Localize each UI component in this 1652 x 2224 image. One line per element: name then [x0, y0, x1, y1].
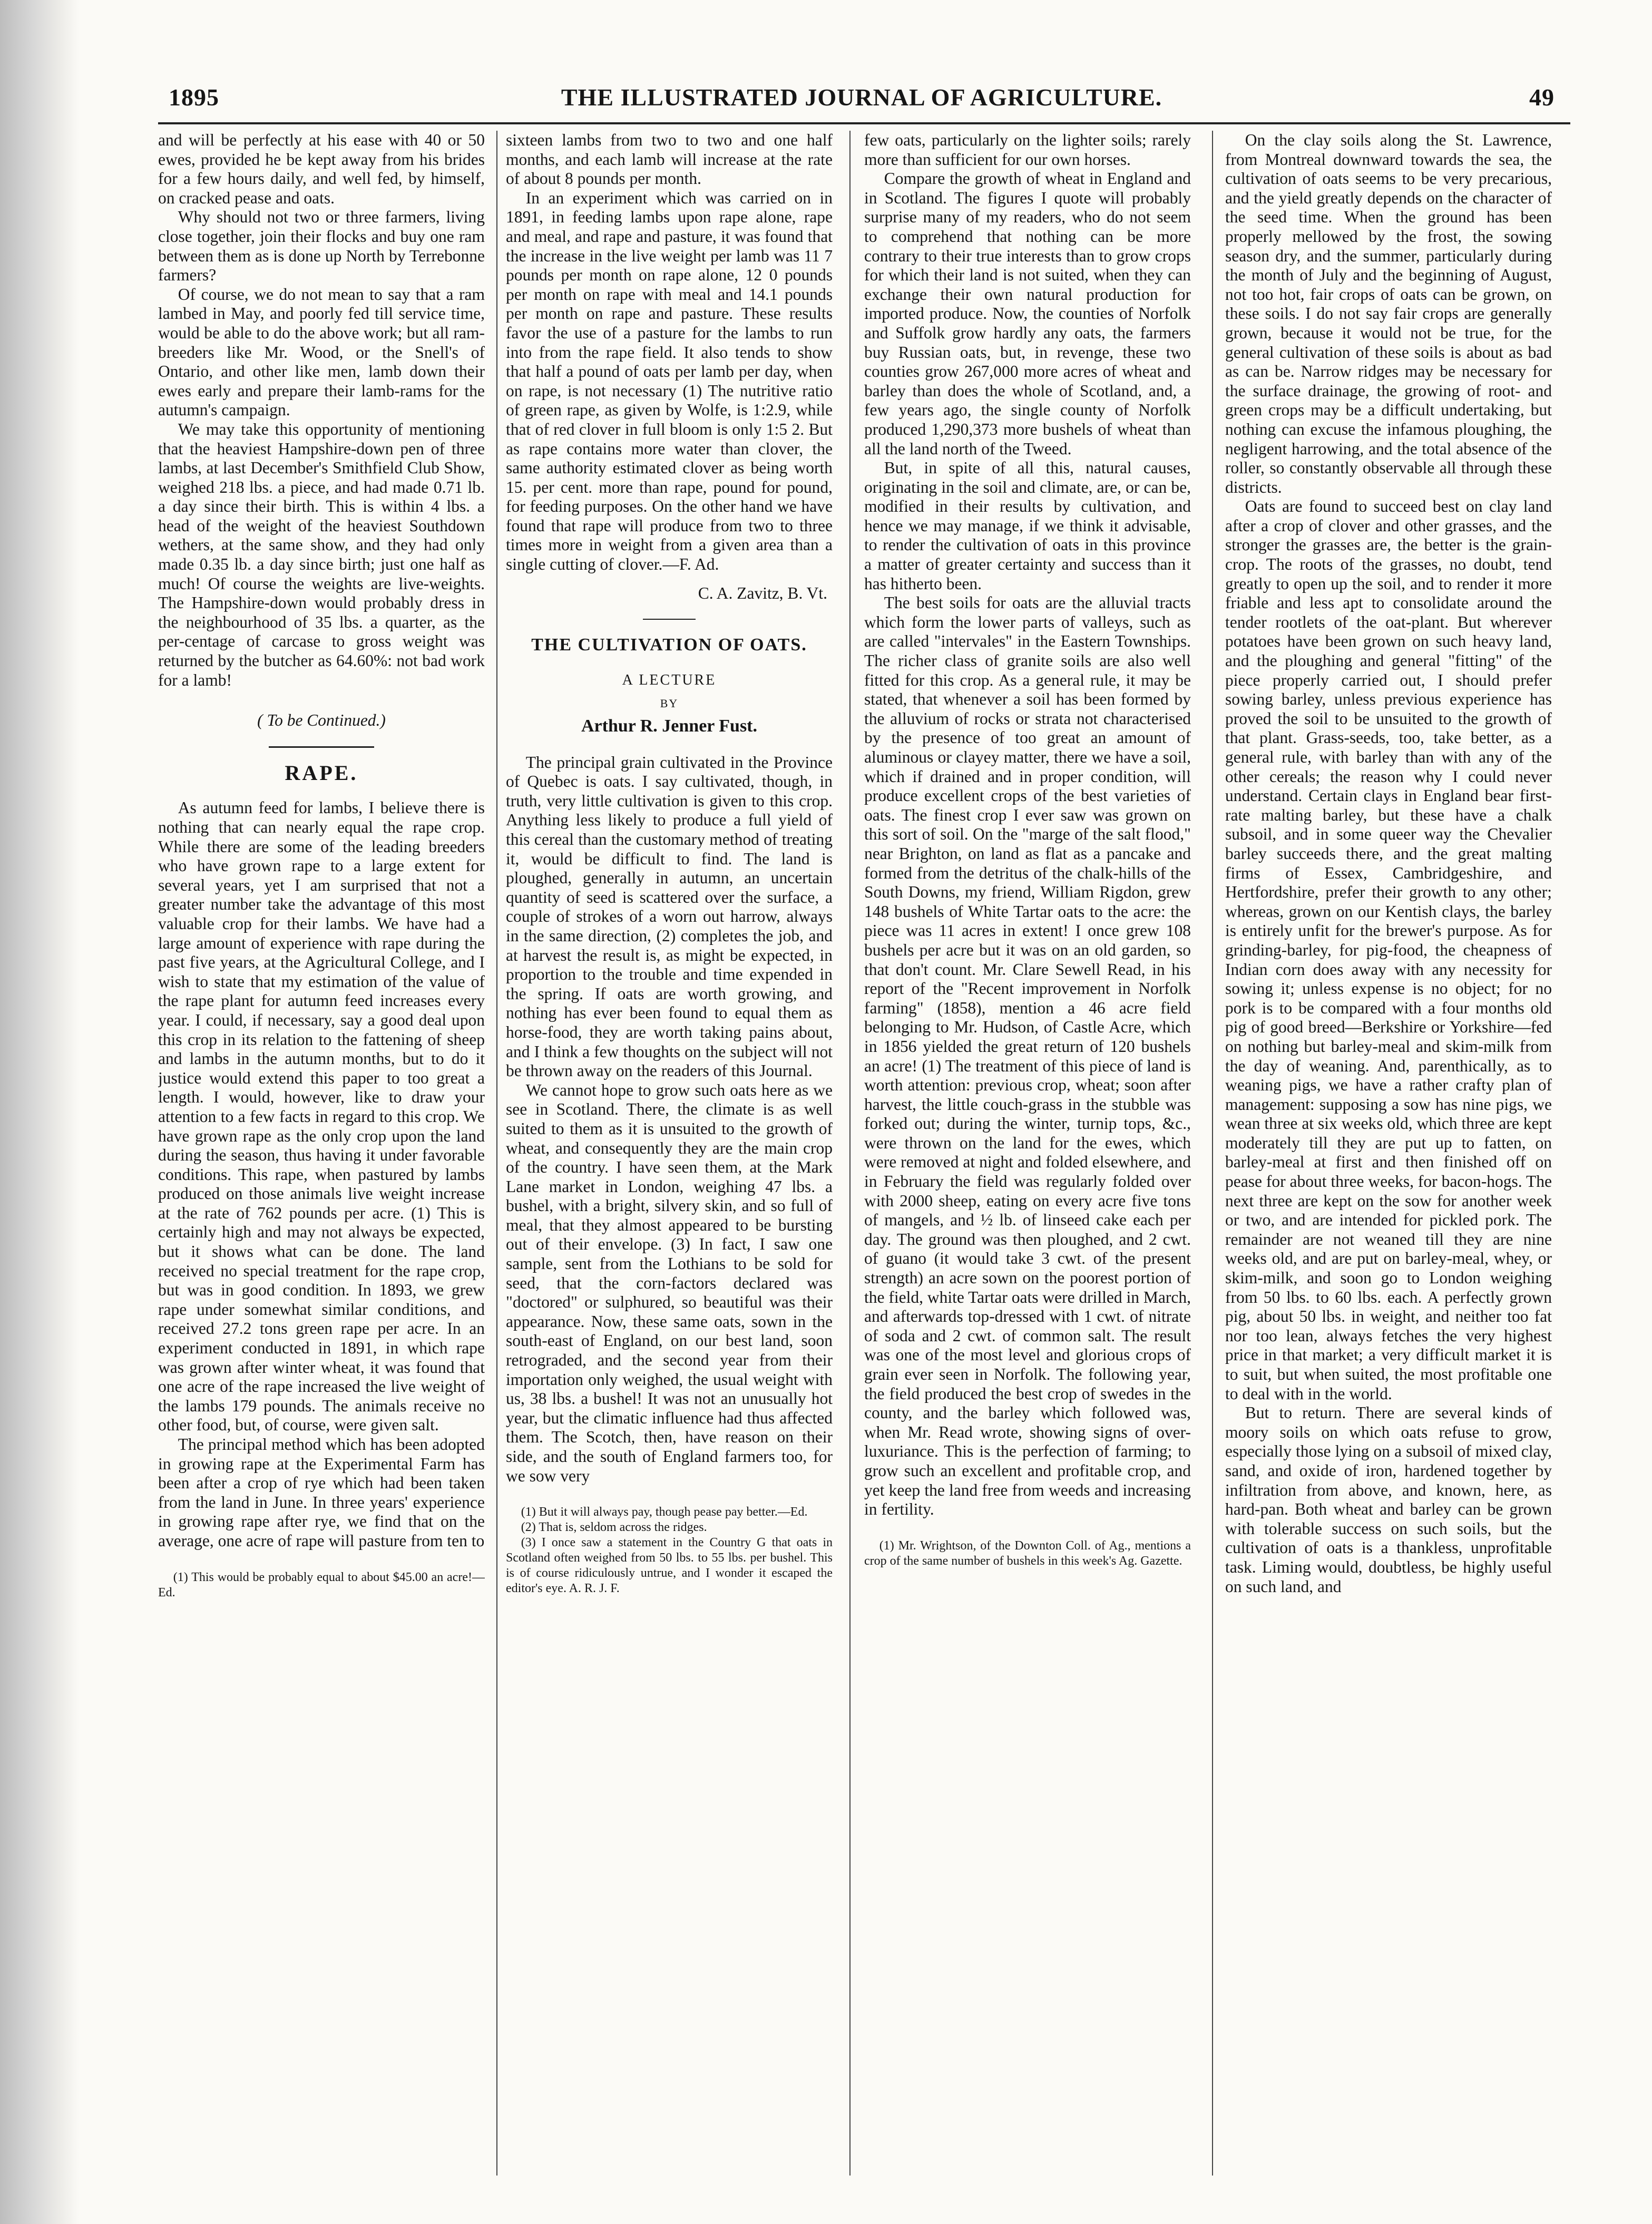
- section-separator: [643, 619, 696, 620]
- footnote: (1) Mr. Wrightson, of the Downton Coll. of Ag., mentions a crop of the same number of bushels in this week's Ag. Gazette.: [864, 1538, 1191, 1568]
- paragraph: But, in spite of all this, natural causes, originating in the soil and climate, are, or can be, modified in their results by cultivation, and hence we may manage, if we think it advisable, to render the cultivation of oats in this province a matter of greater certainty and success than it has hitherto been.: [864, 459, 1191, 593]
- header-rule: [158, 122, 1570, 124]
- by-label: BY: [660, 697, 679, 710]
- paragraph: The principal method which has been adopted in growing rape at the Experimental Farm has been after a crop of rye which had been taken from the land in June. In three years' experience in growing rape after rye, we find that on the average, one acre of rape will pasture from ten to: [158, 1435, 485, 1550]
- footnote: (1) This would be probably equal to about $45.00 an acre!—Ed.: [158, 1570, 485, 1599]
- column-rule-1: [496, 131, 497, 2176]
- footnote: (1) But it will always pay, though pease pay better.—Ed.: [521, 1505, 808, 1519]
- rape-heading: RAPE.: [285, 760, 358, 785]
- paragraph: The principal grain cultivated in the Province of Quebec is oats. I say cultivated, though, in truth, very little cultivation is given to this crop. Anything less likely to produce a full yield of this cereal than the customary method of treating it, would be difficult to find. The land is ploughed, generally in autumn, an uncertain quantity of seed is scattered over the surface, a couple of strokes of a worn out harrow, always in the same direction, (2) completes the job, and at harvest the result is, as might be expected, in proportion to the trouble and time expended in the spring. If oats are worth growing, and nothing has ever been found to equal them as horse-food, they are worth taking pains about, and I think a few thoughts on the subject will not be thrown away on the readers of this Journal.: [506, 753, 833, 1080]
- paragraph: Oats are found to succeed best on clay land after a crop of clover and other grasses, and the stronger the grasses are, the better is the grain-crop. The roots of the grasses, no doubt, tend greatly to open up the soil, and to render it more friable and less apt to consolidate around the tender rootlets of the oat-plant. But wherever potatoes have been grown on such heavy land, and the ploughing and general "fitting" of the piece properly carried out, I should prefer sowing barley, unless previous experience has proved the soil to be unsuited to the growth of that plant. Grass-seeds, too, take better, as a general rule, with barley than with any of the other cereals; the reason why I could never understand. Certain clays in England bear first-rate malting barley, but these have a chalk subsoil, and in some queer way the Chevalier barley succeeds there, and the great malting firms of Essex, Cambridgeshire, and Hertfordshire, prefer their growth to any other; whereas, grown on our Kentish clays, the barley is entirely unfit for the brewer's purpose. As for grinding-barley, for pig-food, the cheapness of Indian corn does away with any necessity for sowing it; unless expense is no object; for no pork is to be compared with a four months old pig of good breed—Berkshire or Yorkshire—fed on nothing but barley-meal and skim-milk from the day of weaning. And, parenthically, as to weaning pigs, we have a rather crafty plan of management: supposing a sow has nine pigs, we wean three at six weeks old, which three are kept moderately till they are put up to fatten, on barley-meal at first and then finished off on pease for about three weeks, for bacon-hogs. The next three are kept on the sow for another week or two, and are intended for pickled pork. The remainder are not weaned till they are nine weeks old, and are put on barley-meal, whey, or skim-milk, and soon go to London weighing from 50 lbs. to 60 lbs. each. A perfectly grown pig, about 50 lbs. in weight, and neither too fat nor too lean, always fetches the very highest price in that market; a very difficult market it is to suit, but when suited, the most profitable one to deal with in the world.: [1225, 497, 1552, 1403]
- column-rule-3: [1212, 131, 1213, 2176]
- footnote: (3) I once saw a statement in the Country G that oats in Scotland often weighed from 50 lbs. to 55 lbs. per bushel. This is of course ridiculously untrue, and I wonder it escaped the editor's eye. A. R. J. F.: [506, 1536, 833, 1596]
- paragraph: The best soils for oats are the alluvial tracts which form the lower parts of valleys, such as are called "intervales" in the Eastern Townships. The richer class of granite soils are also well fitted for this crop. As a general rule, it may be stated, that whenever a soil has been formed by the alluvium of rocks or strata not characterised by the presence of too great an amount of aluminous or clayey matter, there we have a soil, which if drained and in proper condition, will produce excellent crops of the best varieties of oats. The finest crop I ever saw was grown on this sort of soil. On the "marge of the salt flood," near Brighton, on land as flat as a pancake and formed from the detritus of the chalk-hills of the South Downs, my friend, William Rigdon, grew 148 bushels of White Tartar oats to the acre: the piece was 11 acres in extent! I once grew 108 bushels per acre but it was on an old garden, so that don't count. Mr. Clare Sewell Read, in his report of the "Recent improvement in Norfolk farming" (1858), mention a 46 acre field belonging to Mr. Hudson, of Castle Acre, which in 1856 yielded the great return of 120 bushels an acre! (1) The treatment of this piece of land is worth attention: previous crop, wheat; soon after harvest, the little couch-grass in the stubble was forked out; during the winter, turnip tops, &c., were thrown on the land for the ewes, which were removed at night and folded elsewhere, and in February the field was regularly folded over with 2000 sheep, eating on every acre five tons of mangels, and ½ lb. of linseed cake each per day. The ground was then ploughed, and 2 cwt. of guano (it would take 3 cwt. of the present strength) an acre sown on the poorest portion of the field, white Tartar oats were drilled in March, and afterwards top-dressed with 1 cwt. of nitrate of soda and 2 cwt. of common salt. The result was one of the most level and glorious crops of grain ever seen in Norfolk. The following year, the field produced the best crop of swedes in the county, and the barley which followed was, when Mr. Read wrote, showing signs of over-luxuriance. This is the perfection of farming; to grow such an excellent and profitable crop, and yet keep the land free from weeds and increasing in fertility.: [864, 593, 1191, 1519]
- paragraph: sixteen lambs from two to two and one half months, and each lamb will increase at the rate of about 8 pounds per month.: [506, 131, 833, 188]
- paragraph: As autumn feed for lambs, I believe there is nothing that can nearly equal the rape crop. While there are some of the leading breeders who have grown rape to a large extent for several years, yet I am surprised that not a greater number take the advantage of this most valuable crop for their lambs. We have had a large amount of experience with rape during the past five years, at the Agricultural College, and I wish to state that my estimation of the value of the rape plant for autumn feed increases every year. I could, if necessary, say a good deal upon this crop in its relation to the fattening of sheep and lambs in the autumn months, but to do it justice would extend this paper to too great a length. I would, however, like to draw your attention to a few facts in regard to this crop. We have grown rape as the only crop upon the land during the season, thus having it under favorable conditions. This rape, when pastured by lambs produced on those animals live weight increase at the rate of 762 pounds per acre. (1) This is certainly high and may not always be expected, but it shows what can be done. The land received no special treatment for the rape crop, but was in good condition. In 1893, we grew rape under somewhat similar conditions, and received 27.2 tons green rape per acre. In an experiment conducted in 1891, in which rape was grown after winter wheat, it was found that one acre of the rape increased the live weight of the lambs 179 pounds. The animals receive no other food, but, of course, were given salt.: [158, 798, 485, 1435]
- paragraph: Why should not two or three farmers, living close together, join their flocks and buy one ram between them as is done up North by Terrebonne farmers?: [158, 208, 485, 285]
- paragraph: Of course, we do not mean to say that a ram lambed in May, and poorly fed till service time, would be able to do the above work; but all ram-breeders like Mr. Wood, or the Snell's of Ontario, and other like men, lamb down their ewes early and prepare their lamb-rams for the autumn's campaign.: [158, 285, 485, 420]
- column-2: [506, 131, 833, 2181]
- paragraph: In an experiment which was carried on in 1891, in feeding lambs upon rape alone, rape and meal, and rape and pasture, it was found that the increase in the live weight per lamb was 11 7 pounds per month on rape alone, 12 0 pounds per month on rape with meal and 14.1 pounds per month on rape and pasture. These results favor the use of a pasture for the lambs to run into from the rape field. It also tends to show that half a pound of oats per lamb per day, when on rape, is not necessary (1) The nutritive ratio of green rape, as given by Wolfe, is 1:2.9, while that of red clover in full bloom is only 1:5 2. But as rape contains more water than clover, the same authority estimated clover as being worth 15. per cent. more than rape, pound for pound, for feeding purposes. On the other hand we have found that rape will produce from two to three times more in weight from a given area than a single cutting of clover.—F. Ad.: [506, 188, 833, 574]
- column-1: [158, 131, 485, 2181]
- paragraph: We may take this opportunity of mentioning that the heaviest Hampshire-down pen of three lambs, at last December's Smithfield Club Show, weighed 218 lbs. a piece, and had made 0.71 lb. a day since their birth. This is within 4 lbs. a head of the weight of the heaviest Southdown wethers, at the same show, and they had only made 0.35 lb. a day since birth; just one half as much! Of course the weights are live-weights. The Hampshire-down would probably dress in the neighbourhood of 35 lbs. a quarter, as the per-centage of carcase to gross weight was returned by the butcher as 64.60%: not bad work for a lamb!: [158, 420, 485, 689]
- paragraph: But to return. There are several kinds of moory soils on which oats refuse to grow, especially those lying on a subsoil of mixed clay, sand, and oxide of iron, hardened together by infiltration from above, and known, here, as hard-pan. Both wheat and barley can be grown with tolerable success on such soils, but the cultivation of oats is a thankless, unprofitable task. Liming would, doubtless, be highly useful on such land, and: [1225, 1403, 1552, 1596]
- section-separator: [269, 746, 374, 748]
- column-4: [1225, 131, 1552, 2181]
- scanned-page-binding-edge: [0, 0, 79, 2224]
- column-rule-2: [849, 131, 851, 2176]
- paragraph: and will be perfectly at his ease with 40 or 50 ewes, provided he be kept away from his brides for a few hours daily, and well fed, by himself, on cracked pease and oats.: [158, 131, 485, 207]
- journal-title: THE ILLUSTRATED JOURNAL OF AGRICULTURE.: [561, 84, 1162, 111]
- lecture-author: Arthur R. Jenner Fust.: [581, 716, 758, 736]
- author-signature: C. A. Zavitz, B. Vt.: [698, 583, 827, 602]
- column-3: [864, 131, 1191, 2181]
- running-header: [158, 79, 1565, 116]
- header-year: 1895: [169, 84, 219, 111]
- to-be-continued: ( To be Continued.): [257, 711, 386, 730]
- paragraph: few oats, particularly on the lighter soils; rarely more than sufficient for our own horses.: [864, 131, 1191, 169]
- oats-heading: THE CULTIVATION OF OATS.: [531, 635, 807, 655]
- paragraph: We cannot hope to grow such oats here as we see in Scotland. There, the climate is as well suited to them as it is unsuited to the growth of wheat, and consequently they are the main crop of the country. I have seen them, at the Mark Lane market in London, weighing 47 lbs. a bushel, with a bright, silvery skin, and so full of meal, that they almost appeared to be bursting out of their envelope. (3) In fact, I saw one sample, sent from the Lothians to be sold for seed, that the corn-factors declared was "doctored" or sulphured, so beautiful was their appearance. Now, these same oats, sown in the south-east of England, on our best land, soon retrograded, and the second year from their importation only weighed, the usual weight with us, 38 lbs. a bushel! It was not an unusually hot year, but the climatic influence had thus affected them. The Scotch, then, have reason on their side, and the south of England farmers too, for we sow very: [506, 1080, 833, 1485]
- paragraph: Compare the growth of wheat in England and in Scotland. The figures I quote will probably surprise many of my readers, who do not seem to comprehend that nothing can be more contrary to their true interests than to grow crops for which their land is not suited, when they can exchange their own natural production for imported produce. Now, the counties of Norfolk and Suffolk grow hardly any oats, the farmers buy Russian oats, but, in revenge, these two counties grow 267,000 more acres of wheat and barley than does the whole of Scotland, and, a few years ago, the single county of Norfolk produced 1,290,373 more bushels of wheat than all the land north of the Tweed.: [864, 169, 1191, 458]
- page-number: 49: [1529, 84, 1555, 111]
- paragraph: On the clay soils along the St. Lawrence, from Montreal downward towards the sea, the cultivation of oats seems to be very precarious, and the yield greatly depends on the character of the seed time. When the ground has been properly mellowed by the frost, the sowing season dry, and the summer, particularly during the month of July and the beginning of August, not too hot, fair crops of oats can be grown, on these soils. I do not say fair crops are generally grown, because it would not be true, for the general cultivation of these soils is about as bad as can be. Narrow ridges may be necessary for the surface drainage, the growing of root- and green crops may be a difficult undertaking, but nothing can excuse the infamous ploughing, the negligent harrowing, and the total absence of the roller, so constantly observable all through these districts.: [1225, 131, 1552, 496]
- lecture-label: A LECTURE: [622, 671, 717, 688]
- footnote: (2) That is, seldom across the ridges.: [521, 1520, 707, 1535]
